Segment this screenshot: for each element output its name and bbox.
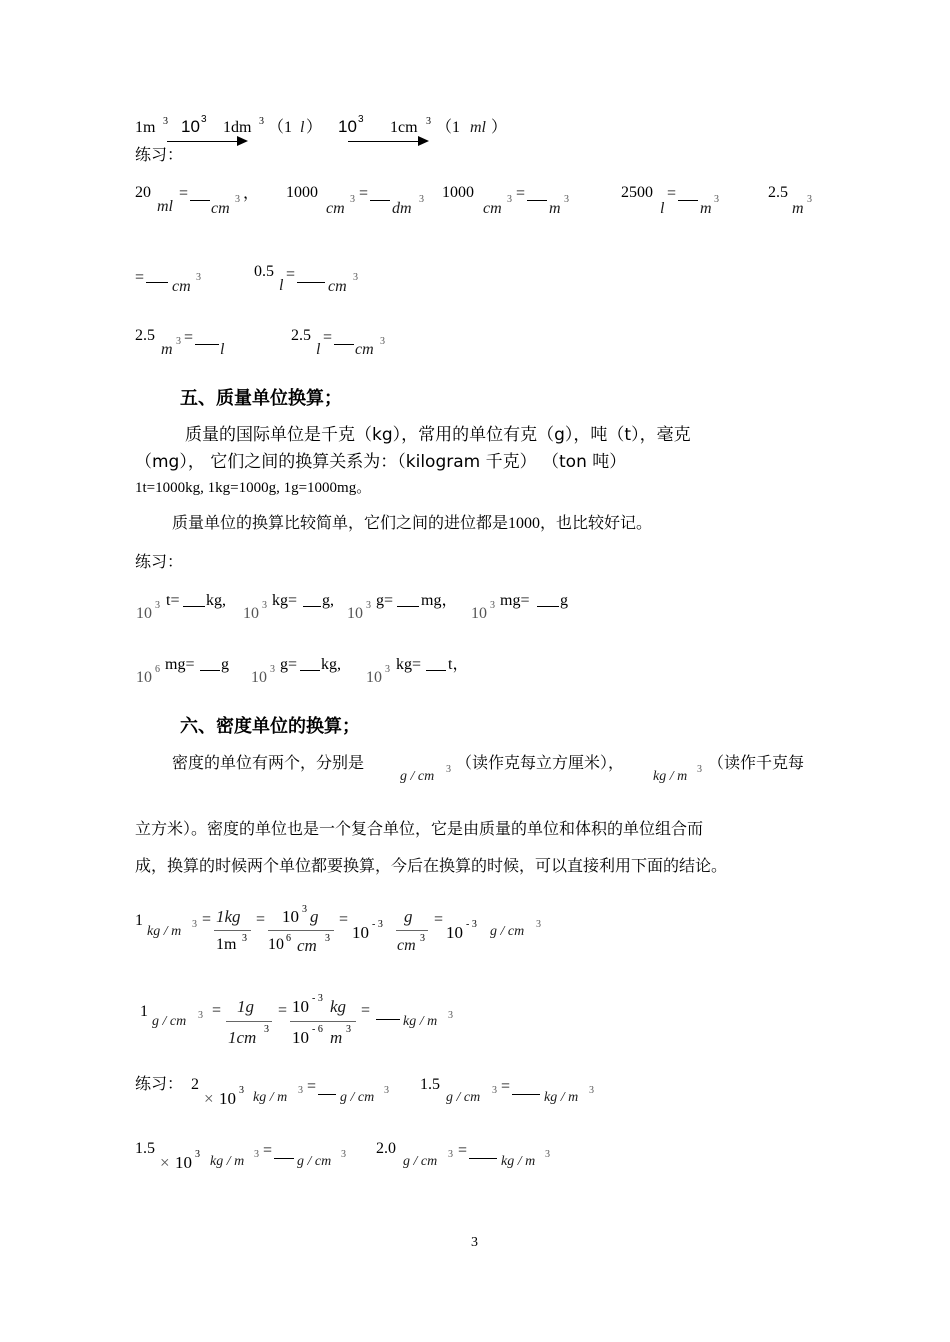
section-5-heading: 五、质量单位换算； [180,388,342,409]
answer-blank[interactable] [146,282,168,283]
section-5-paragraph-line-1: 质量的国际单位是千克（kg），常用的单位有克（g），吨（t），毫克 [185,425,691,445]
answer-blank[interactable] [426,670,446,671]
fraction-bar [268,930,334,931]
fraction-bar [214,930,251,931]
practice-label: 练习： [135,1076,184,1093]
fraction-bar [226,1021,272,1022]
section-5-paragraph-line-2: （mg）， 它们之间的换算关系为：（kilogram 千克） （ton 吨） [135,452,627,472]
arrowhead [418,136,429,146]
arrow-right [167,141,237,142]
factor-label: 10 [338,117,357,136]
section-5-paragraph-2: 质量单位的换算比较简单，它们之间的进位都是1000，也比较好记。 [172,515,653,532]
answer-blank[interactable] [376,1019,400,1020]
answer-blank[interactable] [190,200,210,201]
fraction-bar [290,1021,356,1022]
answer-blank[interactable] [303,606,321,607]
section-5-paragraph-line-3: 1t=1000kg, 1kg=1000g, 1g=1000mg。 [135,480,372,496]
fraction-bar [396,930,428,931]
practice-label: 练习： [135,554,184,571]
answer-blank[interactable] [318,1094,336,1095]
m3-label: 1m [135,119,156,136]
answer-blank[interactable] [334,344,354,345]
answer-blank[interactable] [183,606,205,607]
dm3-label: 1dm [223,119,252,136]
answer-blank[interactable] [512,1094,540,1095]
cm3-label: 1cm [390,119,418,136]
section-6-heading: 六、密度单位的换算； [180,716,360,737]
answer-blank[interactable] [527,200,547,201]
answer-blank[interactable] [200,670,220,671]
answer-blank[interactable] [469,1158,497,1159]
factor-label: 10 [181,117,200,136]
answer-blank[interactable] [537,606,559,607]
answer-blank[interactable] [297,282,325,283]
answer-blank[interactable] [300,670,320,671]
answer-blank[interactable] [397,606,419,607]
practice-label: 练习： [135,147,184,164]
arrowhead [237,136,248,146]
answer-blank[interactable] [195,344,219,345]
arrow-right [348,141,418,142]
answer-blank[interactable] [678,200,698,201]
answer-blank[interactable] [370,200,390,201]
page-number: 3 [471,1235,478,1250]
answer-blank[interactable] [274,1158,294,1159]
